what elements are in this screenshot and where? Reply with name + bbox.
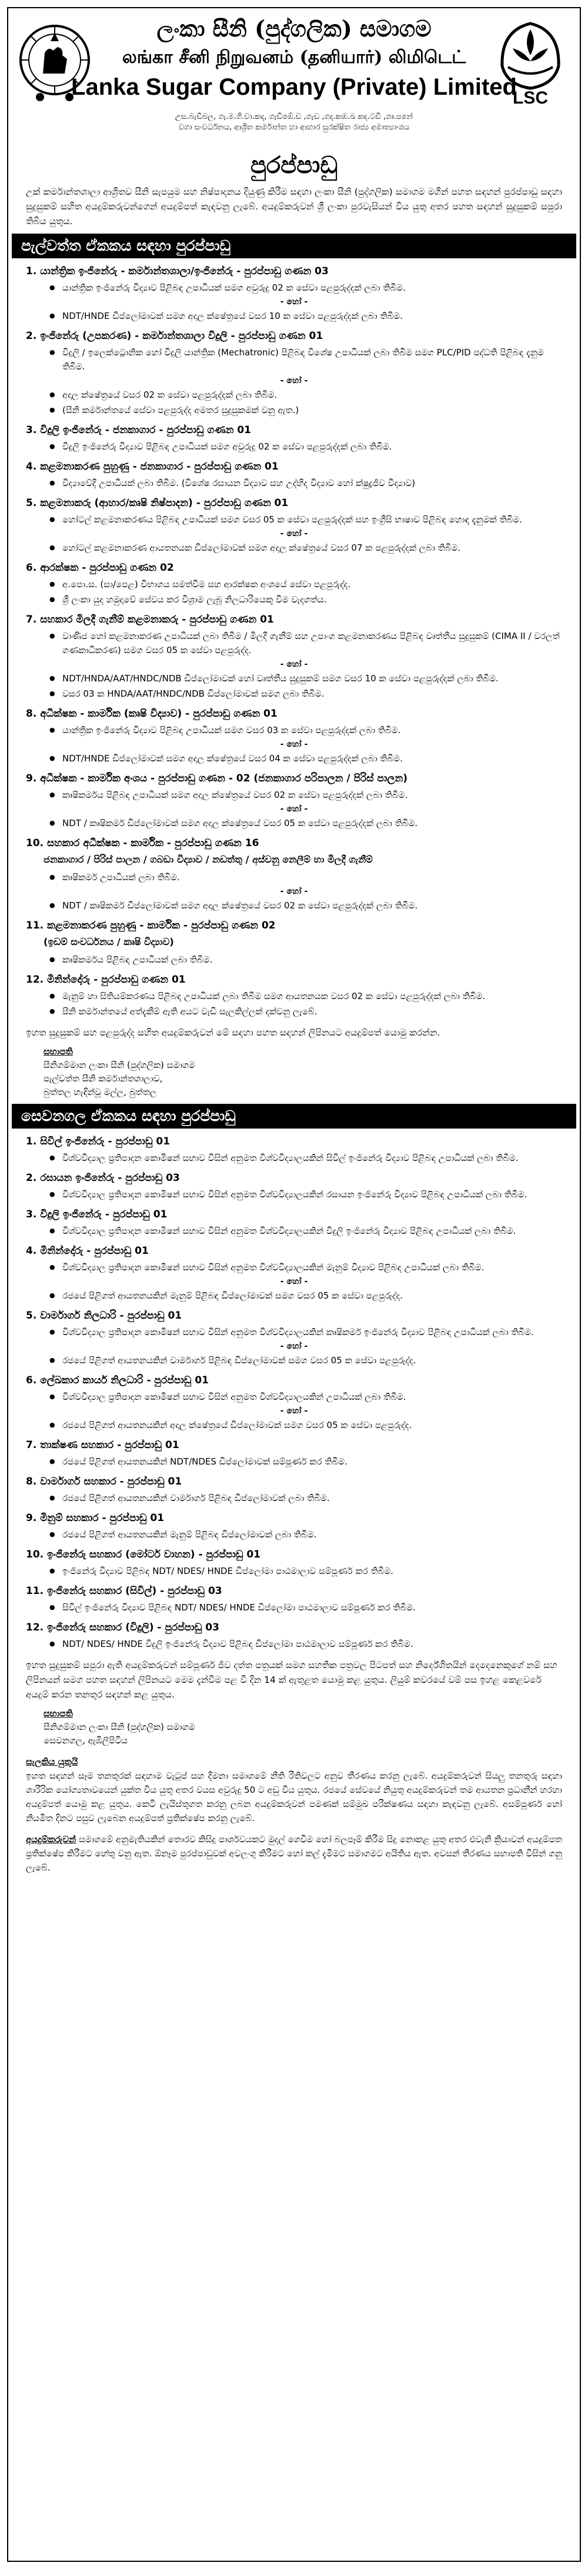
- requirement-item: ● NDT / කෘෂිකර්ම ඩිප්ලෝමාවක් සමග අදාල ක්ෂේත්‍රයේ වසර 02 ක සේවා පළපුරුද්දක් ලබා තිබීම.: [49, 898, 562, 913]
- requirement-item: ● විදුලි ඉංජිනේරු විද්‍යාව පිළිබඳ උපාධියක් සමග අවුරුදු 02 ක සේවා පළපුරුද්දක් ලබා තිබීම.: [49, 440, 562, 454]
- requirement-item: ● විද්‍යාවේදී උපාධියක් ලබා තිබීම. (විශේෂ රසායන විද්‍යාව සහ උද්භිද විද්‍යාව හෝ ක්ෂුද්‍රජීව විද්‍යාව): [49, 476, 562, 490]
- requirement-item: ● ඉංජිනේරු විද්‍යාව පිළිබඳ NDT/ NDES/ HNDE ඩිප්ලෝමා පාඨමාලාව සම්පූර්ණ කර තිබීම.: [49, 1564, 562, 1578]
- address-line: වගා සංවර්ධනය, ආශ්‍රිත කර්මාන්ත හා ආහාර සුරක්ෂිත රාජ්‍ය අමාත්‍යාංශය: [178, 123, 410, 132]
- requirements-list: [26, 309, 562, 323]
- job-title: 12. මිනින්දෝරු - පුරප්පාඩු ගණන 01: [26, 974, 186, 986]
- requirements-list: [26, 440, 562, 454]
- requirement-item: ● හෝටල් කළමනාකරණ ආයතනයක ඩිප්ලෝමාවක් සමග අදාල ක්ෂේත්‍රයේ වසර 07 ක පළපුරුද්දක් ලබා තිබීම.: [49, 541, 562, 555]
- header: [8, 8, 580, 185]
- requirements-list: [26, 671, 562, 701]
- sender-line: සෙවනගල, ඇඹිලිපිටිය: [44, 1735, 128, 1746]
- job-post: [8, 330, 580, 417]
- requirements-list: [26, 1390, 562, 1404]
- or-separator: - හෝ -: [280, 1406, 308, 1416]
- intro-paragraph: උක් කර්මාන්තශාලා ආශ්‍රිතව සීනි සැපයුම සහ නිෂ්පාදනය දියුණු කිරීම සඳහා ලංකා සීනි (පුද්ගලික) සමාගම මගින් පහත සඳහන් පුරප්පාඩු සඳහා සුදුසුකම් සහිත අයදුම්කරුවන්ගෙන් අයදුම්පත් කැඳවනු ලැබේ. අයදුම්කරුවන් ශ්‍රී ලංකා පුරවැසියන් විය යුතු අතර පහත සඳහන් සුදුසුකම් සපුරා තිබිය යුතුය.: [26, 187, 562, 227]
- job-title: 6. ලේඛකාර කාර්ය නිලධාරි - පුරප්පාඩු 01: [26, 1374, 209, 1386]
- section-pelwatte-posts: [8, 265, 580, 1019]
- requirements-list: [26, 629, 562, 657]
- requirements-list: [26, 345, 562, 374]
- job-title: 9. අධීක්ෂක - කාර්මික අංශය - පුරප්පාඩු ගණන - 02 (ජනකාගාර පරිපාලන / පිරිස් පාලන): [26, 773, 408, 784]
- job-post: [8, 1209, 580, 1238]
- job-post: [8, 562, 580, 607]
- or-separator: - හෝ -: [280, 376, 308, 385]
- section-sevanagala-posts: [8, 1136, 580, 1651]
- requirements-list: [26, 788, 562, 802]
- requirement-item: ● අ.පො.ස. (සා/පෙළ) විභාගය සමත්වීම සහ ආරක්ෂක අංශයේ සේවා පළපුරුද්ද.: [49, 577, 562, 591]
- requirements-list: [26, 1260, 562, 1274]
- requirements-list: [26, 388, 562, 417]
- requirements-list: [26, 723, 562, 737]
- job-post: [8, 1622, 580, 1651]
- sender-label: සභාපති: [44, 1708, 73, 1719]
- or-separator: - හෝ -: [280, 1342, 308, 1351]
- requirement-item: ● කෘෂිකර්මය පිළිබඳ උපාධියක් සමග අදාල ක්ෂේත්‍රයේ වසර 02 ක සේවා පළපුරුද්දක් ලබා තිබීම.: [49, 788, 562, 802]
- sender-line: සීනිගම්මාන ලංකා සීනි (පුද්ගලික) සමාගම: [44, 1722, 195, 1732]
- logo-text: LSC: [513, 88, 548, 107]
- job-title: 1. සිවිල් ඉංජිනේරු - පුරප්පාඩු 01: [26, 1136, 171, 1147]
- requirement-item: ● අදාල ක්ෂේත්‍රයේ වසර 02 ක සේවා පළපුරුද්දක් ලබා තිබීම.: [49, 388, 562, 402]
- requirements-list: [26, 1325, 562, 1339]
- job-title: 2. ඉංජිනේරු (උපකරණ) - කර්මාන්තශාලා විදුලි - පුරප්පාඩු ගණන 01: [26, 330, 323, 342]
- requirement-item: ● NDT/HNDA/AAT/HNDC/NDB ඩිප්ලෝමාවක් හෝ වෘත්තීය සුදුසුකම් සමග වසර 10 ක සේවා පළපුරුද්දක් ලබා තිබීම.: [49, 671, 562, 685]
- requirements-list: [26, 1491, 562, 1505]
- requirements-list: [26, 512, 562, 527]
- requirements-list: [26, 1151, 562, 1165]
- address: [120, 112, 468, 133]
- job-title: 8. වාර්මාර්ග සහකාර - පුරප්පාඩු 01: [26, 1476, 182, 1487]
- requirement-item: ● NDT/HNDE ඩිප්ලෝමාවක් සමග අදාල ක්ෂේත්‍රයේ වසර 04 ක සේවා පළපුරුද්දක් ලබා තිබීම.: [49, 751, 562, 766]
- job-post: [8, 497, 580, 555]
- requirement-item: ● NDT/HNDE ඩිප්ලෝමාවක් සමග අදාල ක්ෂේත්‍රයේ වසර 10 ක සේවා පළපුරුද්දක් ලබා තිබීම.: [49, 309, 562, 323]
- or-separator: - හෝ -: [280, 887, 308, 896]
- requirement-item: ● රජයේ පිළිගත් ආයතනයකින් වාර්මාර්ග පිළිබඳ ඩිප්ලෝමාවක් ලබා තිබීම.: [49, 1491, 562, 1505]
- requirement-item: ● විශ්වවිද්‍යාල ප්‍රතිපාදන කොමිෂන් සභාව විසින් අනුමත විශ්වවිද්‍යාලයකින් උපාධියක් ලබා තිබීම.: [49, 1390, 562, 1404]
- requirement-item: ● හෝටල් කළමනාකරණය පිළිබඳ උපාධියක් සමග වසර 05 ක සේවා පළපුරුද්දක් සහ ඉංග්‍රීසි භාෂාව පිළිබඳ හොඳ දැනුමක් තිබීම.: [49, 512, 562, 527]
- job-post: [8, 265, 580, 323]
- application-note: ඉහත සුදුසුකම් සපුරා ඇති අයදුම්කරුවන් සම්පූර්ණ ජීව දත්ත පත්‍රයක් සමග සහතික පත්‍රවල පිටපත් සහ නිර්දේශිතයින් දෙදෙනෙකුගේ නම් සහ ලිපිනයන් සමග පහත සඳහන් ලිපිනයට මෙම දැන්වීම පළ වී දින 14 ක් ඇතුළත යොමු කළ යුතුය. ලියුම් කවරයේ වම් පස ඉහළ කෙළවරේ අයදුම් කරන තනතුර සඳහන් කළ යුතුය.: [26, 1660, 557, 1700]
- requirement-item: ● සිවිල් ඉංජිනේරු විද්‍යාව පිළිබඳ NDT/ NDES/ HNDE ඩිප්ලෝමා පාඨමාලාව සම්පූර්ණ කර තිබීම.: [49, 1600, 562, 1615]
- job-post: [8, 1512, 580, 1542]
- requirement-item: ● රජයේ පිළිගත් ආයතනයකින් අදාල ක්ෂේත්‍රයේ ඩිප්ලෝමාවක් සමග වසර 05 ක සේවා පළපුරුද්ද.: [49, 1418, 562, 1432]
- or-separator: - හෝ -: [280, 529, 308, 538]
- job-title: 8. අධීක්ෂක - කාර්මික (කෘෂි විද්‍යාව) - පුරප්පාඩු ගණන 01: [26, 708, 278, 720]
- job-title: 4. මිනින්දෝරු - පුරප්පාඩු 01: [26, 1245, 149, 1257]
- job-post: [8, 1245, 580, 1303]
- requirements-list: [26, 1455, 562, 1469]
- job-title: 10. ඉංජිනේරු සහකාර (මෝටර් වාහන) - පුරප්පාඩු 01: [26, 1549, 260, 1560]
- job-post: [8, 614, 580, 701]
- sender-address: [8, 1707, 580, 1748]
- requirement-item: ● විශ්වවිද්‍යාල ප්‍රතිපාදන කොමිෂන් සභාව විසින් අනුමත විශ්වවිද්‍යාලයකින් කෘෂිකර්ම ඉංජිනේරු විද්‍යාව පිළිබඳ උපාධියක් ලබා තිබීම.: [49, 1325, 562, 1339]
- requirement-item: ● සීනි කර්මාන්තයේ අත්දැකීම් ඇති අයට වැඩි සැලකිල්ලක් දක්වනු ලැබේ.: [49, 1004, 562, 1019]
- requirement-item: ● විශ්වවිද්‍යාල ප්‍රතිපාදන කොමිෂන් සභාව විසින් අනුමත විශ්වවිද්‍යාලයකින් මැනුම් විද්‍යාව පිළිබඳ උපාධියක් ලබා තිබීම.: [49, 1260, 562, 1274]
- requirements-list: [26, 1224, 562, 1238]
- requirement-item: ● විශ්වවිද්‍යාල ප්‍රතිපාදන කොමිෂන් සභාව විසින් අනුමත විශ්වවිද්‍යාලයකින් රසායන ඉංජිනේරු විද්‍යාව පිළිබඳ උපාධියක් ලබා තිබීම.: [49, 1187, 562, 1202]
- requirements-list: [26, 1289, 562, 1303]
- job-subtitle: (ඉඩම් සංවර්ධනය / කෘෂි විද්‍යාව): [44, 936, 174, 947]
- requirements-list: [26, 870, 562, 884]
- company-logo-icon: [489, 19, 572, 107]
- disclaimer: [8, 1832, 580, 1875]
- application-note: ඉහත සුදුසුකම් සහ පළපුරුද්ද සහිත අයදුම්කරුවන් මේ සඳහා පහත සඳහන් ලිපිනයට අයදුම්පත් යොමු කරන්න.: [26, 1027, 440, 1038]
- requirements-list: [26, 1527, 562, 1542]
- job-title: 5. කළමනාකරු (ආහාර/කෘෂි නිෂ්පාදන) - පුරප්පාඩු ගණන 01: [26, 497, 289, 509]
- job-title: 12. ඉංජිනේරු සහකාර (විදුලි) - පුරප්පාඩු 03: [26, 1622, 219, 1633]
- brand-tamil: லங்கா சீனி நிறுவனம் (தனியார்) லிமிடெட்: [122, 47, 466, 68]
- job-post: [8, 1476, 580, 1505]
- requirement-item: ● NDT / කෘෂිකර්ම ඩිප්ලෝමාවක් සමග අදාල ක්ෂේත්‍රයේ වසර 05 ක සේවා පළපුරුද්දක් ලබා තිබීම.: [49, 816, 562, 830]
- or-separator: - හෝ -: [280, 660, 308, 669]
- address-line: උස.බැඩිබල, ගැ.ම.ගි.වා.කද, ගැඩිඹේ.ඩ ,ගැඩ ,ගද.කඹ.ඛ කද.ටඩී ,ගෘ.පනේ: [175, 112, 413, 121]
- advertisement-page: [7, 7, 581, 2562]
- job-post: [8, 1549, 580, 1578]
- brand-sinhala: ලංකා සීනි (පුද්ගලික) සමාගම: [156, 15, 432, 42]
- disclaimer-label: අයදුම්කරුවන්: [26, 1834, 76, 1845]
- requirements-list: [26, 1600, 562, 1615]
- job-title: 3. විදුලි ඉංජිනේරු - පුරප්පාඩු 01: [26, 1209, 168, 1220]
- job-subtitle: ජනකාගාර / පිරිස් පාලන / ගබඩා විද්‍යාව / නඩත්තු / අස්වනු නෙලීම් හා මිලදී ගැනීම්: [44, 854, 373, 865]
- requirements-list: [26, 541, 562, 555]
- job-title: 2. රසායන ඉංජිනේරු - පුරප්පාඩු 03: [26, 1172, 180, 1184]
- requirements-list: [26, 1187, 562, 1202]
- job-post: [8, 1439, 580, 1469]
- job-post: [8, 1310, 580, 1367]
- requirements-list: [26, 1637, 562, 1651]
- job-title: 7. තාක්ෂණ සහකාර - පුරප්පාඩු 01: [26, 1439, 179, 1451]
- job-post: [8, 1136, 580, 1165]
- general-label: සැලකිය යුතුයි: [26, 1756, 78, 1767]
- requirement-item: ● කෘෂිකර්ම උපාධියක් ලබා තිබීම.: [49, 870, 562, 884]
- requirement-item: ● විදුලි / ඉලෙක්ට්‍රොනික හෝ විදුලි යාන්ත්‍රික (Mechatronic) පිළිබඳ විශේෂ උපාධියක් ලබා තිබීම සමග PLC/PID පද්ධති පිළිබඳ දැනුම තිබීම.: [49, 345, 562, 374]
- or-separator: - හෝ -: [280, 1277, 308, 1286]
- or-separator: - හෝ -: [280, 297, 308, 307]
- sender-line: සීනිගම්මාන ලංකා සීනි (පුද්ගලික) සමාගම: [44, 1060, 195, 1070]
- requirement-item: ● මැනුම් හා සිතියම්කරණය පිළිබඳ උපාධියක් ලබා තිබීම සමග ආයතනයක වසර 02 ක සේවා පළපුරුද්දක් ලබා තිබීම.: [49, 989, 562, 1003]
- job-title: 1. යාන්ත්‍රික ඉංජිනේරු - කර්මාන්තශාලා/ඉංජිනේරු - පුරප්පාඩු ගණන 03: [26, 265, 329, 277]
- requirement-item: ● යාන්ත්‍රික ඉංජිනේරු විද්‍යාව පිළිබඳ උපාධියක් සමග වසර 03 ක සේවා පළපුරුද්දක් ලබා තිබීම.: [49, 723, 562, 737]
- job-title: 11. කළමනාකරණ පුහුණු - කාර්මික - පුරප්පාඩු ගණන 02: [26, 920, 276, 931]
- requirement-item: ● විශ්වවිද්‍යාල ප්‍රතිපාදන කොමිෂන් සභාව විසින් අනුමත විශ්වවිද්‍යාලයකින් සිවිල් ඉංජිනේරු විද්‍යාව පිළිබඳ උපාධියක් ලබා තිබීම.: [49, 1151, 562, 1165]
- job-title: 10. සහකාර අධීක්ෂක - කාර්මික - පුරප්පාඩු ගණන 16: [26, 837, 259, 849]
- requirement-item: ● රජයේ පිළිගත් ආයතනයකින් NDT/NDES ඩිප්ලෝමාවක් සම්පූර්ණ කර තිබීම.: [49, 1455, 562, 1469]
- requirement-item: ● කෘෂිකර්මය පිළිබඳ උපාධියක් ලබා තිබීම.: [49, 953, 562, 967]
- requirement-item: ● විශ්වවිද්‍යාල ප්‍රතිපාදන කොමිෂන් සභාව විසින් අනුමත විශ්වවිද්‍යාලයකින් විදුලි ඉංජිනේරු විද්‍යාව පිළිබඳ උපාධියක් ලබා තිබීම.: [49, 1224, 562, 1238]
- job-title: 9. මිනුම් සහකාර - පුරප්පාඩු 01: [26, 1512, 165, 1524]
- requirements-list: [26, 816, 562, 830]
- job-title: 7. සහකාර මිලදී ගැනීම් කළමනාකරු - පුරප්පාඩු ගණන 01: [26, 614, 274, 625]
- sender-line: බුත්තල හැඳින්වූ මල්ල, බුත්තල: [44, 1087, 157, 1097]
- or-separator: - හෝ -: [280, 804, 308, 814]
- requirements-list: [26, 898, 562, 913]
- vacancies-title: පුරප්පාඩු: [250, 152, 338, 179]
- job-post: [8, 1374, 580, 1432]
- section-heading: සෙවනගල ඒකකය සඳහා පුරප්පාඩු: [12, 1104, 576, 1129]
- requirement-item: ● ශ්‍රී ලංකා යුද හමුදාවේ සේවය කර විශ්‍රාම ලැබූ නිලධාරියෙකු වීම වැදගත්ය.: [49, 593, 562, 607]
- requirements-list: [26, 989, 562, 1019]
- requirement-item: ● NDT/ NDES/ HNDE විදුලි ඉංජිනේරු විද්‍යාව පිළිබඳ ඩිප්ලෝමා පාඨමාලාව සම්පූර්ණ කර තිබීම.: [49, 1637, 562, 1651]
- job-post: [8, 837, 580, 913]
- job-title: 6. ආරක්ෂක - පුරප්පාඩු ගණන 02: [26, 562, 174, 574]
- requirements-list: [26, 1418, 562, 1432]
- requirements-list: [26, 1353, 562, 1367]
- requirement-item: ● යාන්ත්‍රික ඉංජිනේරු විද්‍යාව පිළිබඳ උපාධියක් සමග අවුරුදු 02 ක සේවා පළපුරුද්දක් ලබා තිබීම.: [49, 281, 562, 295]
- sender-address: [8, 1045, 580, 1099]
- requirement-item: ● රජයේ පිළිගත් ආයතනයකින් මැනුම් පිළිබඳ ඩිප්ලෝමාවක් සමග වසර 05 ක සේවා පළපුරුද්ද.: [49, 1289, 562, 1303]
- sender-line: පැල්වත්ත සීනි කර්මාන්තශාලාව,: [44, 1073, 163, 1084]
- job-post: [8, 773, 580, 830]
- general-text: ඉහත සඳහන් සෑම තනතුරක් සඳහාම වැටුප් සහ දීමනා සමාගමේ නීති රීතිවලට අනුව තීරණය කරනු ලැබේ. අයදුම්කරුවන් සියලු තනතුරු සඳහා ශාරීරික යෝග්‍යතාවයෙන් යුක්ත විය යුතු අතර වයස අවුරුදු 50 ට අඩු විය යුතුය. රජයේ සේවයේ නියුතු අයදුම්කරුවන් තම ආයතන ප්‍රධානීන් හරහා අයදුම්පත් යොමු කළ යුතුය. කෙටි ලැයිස්තුගත කරනු ලබන අයදුම්කරුවන් පමණක් සම්මුඛ පරීක්ෂණය සඳහා කැඳවනු ලැබේ. අසම්පූර්ණ හෝ නියමිත දිනට පසුව ලැබෙන අයදුම්පත් ප්‍රතික්ෂේප කරනු ලැබේ.: [26, 1770, 562, 1823]
- job-title: 5. වාර්මාර්ග නිලධාරි - පුරප්පාඩු 01: [26, 1310, 182, 1322]
- requirements-list: [26, 281, 562, 295]
- requirements-list: [26, 577, 562, 607]
- requirements-list: [26, 953, 562, 967]
- section-heading: පැල්වත්ත ඒකකය සඳහා පුරප්පාඩු: [12, 234, 576, 258]
- brand-english: Lanka Sugar Company (Private) Limited: [71, 74, 517, 100]
- job-post: [8, 461, 580, 490]
- disclaimer-text: සමාගමේ අනුමැතියකින් තොරව කිසිදු පාර්ශවයකට මුදල් ගෙවීම හෝ බලපෑම් කිරීම සිදු නොකළ යුතු අතර එවැනි ක්‍රියාවන් අයදුම්පත ප්‍රතික්ෂේප කිරීමට හේතු වනු ඇත. ඕනෑම පුරප්පාඩුවක් අවලංගු කිරීමට හෝ කල් දැමීමට සමාගමට අයිතිය ඇත. අවසන් තීරණය සභාපති විසින් ගනු ලැබේ.: [26, 1834, 562, 1873]
- sender-label: සභාපති: [44, 1046, 73, 1057]
- general-conditions: [8, 1755, 580, 1825]
- job-title: 11. ඉංජිනේරු සහකාර (සිවිල්) - පුරප්පාඩු 03: [26, 1585, 222, 1597]
- requirement-item: ● වසර 03 ක HNDA/AAT/HNDC/NDB ඩිප්ලෝමාවක් සමග ලබා තිබීම.: [49, 687, 562, 701]
- job-post: [8, 974, 580, 1019]
- job-post: [8, 1585, 580, 1615]
- requirement-item: ● රජයේ පිළිගත් ආයතනයකින් වාර්මාර්ග පිළිබඳ ඩිප්ලෝමාවක් සමග වසර 05 ක සේවා පළපුරුද්ද.: [49, 1353, 562, 1367]
- job-title: 4. කළමනාකරණ පුහුණු - ජනකාගාර - පුරප්පාඩු ගණන 01: [26, 461, 279, 472]
- requirements-list: [26, 751, 562, 766]
- job-post: [8, 920, 580, 967]
- requirement-item: ● (සීනි කර්මාන්තයේ සේවා පළපුරුද්ද අමතර සුදුසුකමක් වනු ඇත.): [49, 403, 562, 417]
- requirements-list: [26, 476, 562, 490]
- or-separator: - හෝ -: [280, 740, 308, 749]
- job-title: 3. විදුලි ඉංජිනේරු - ජනකාගාර - පුරප්පාඩු ගණන 01: [26, 424, 251, 436]
- requirements-list: [26, 1564, 562, 1578]
- job-post: [8, 424, 580, 454]
- job-post: [8, 1172, 580, 1202]
- requirement-item: ● රජයේ පිළිගත් ආයතනයකින් මැනුම් පිළිබඳ ඩිප්ලෝමාවක් ලබා තිබීම.: [49, 1527, 562, 1542]
- requirement-item: ● වාණිජ හෝ කළමනාකරණ උපාධියක් ලබා තිබීම / මිලදී ගැනීම් සහ උපාංග කළමනාකරණය පිළිබඳ වෘත්තීය සුදුසුකම් (CIMA II / වරලත් ගණකාධිකරණ) සමග වසර 05 ක සේවා පළපුරුද්ද.: [49, 629, 562, 657]
- job-post: [8, 708, 580, 766]
